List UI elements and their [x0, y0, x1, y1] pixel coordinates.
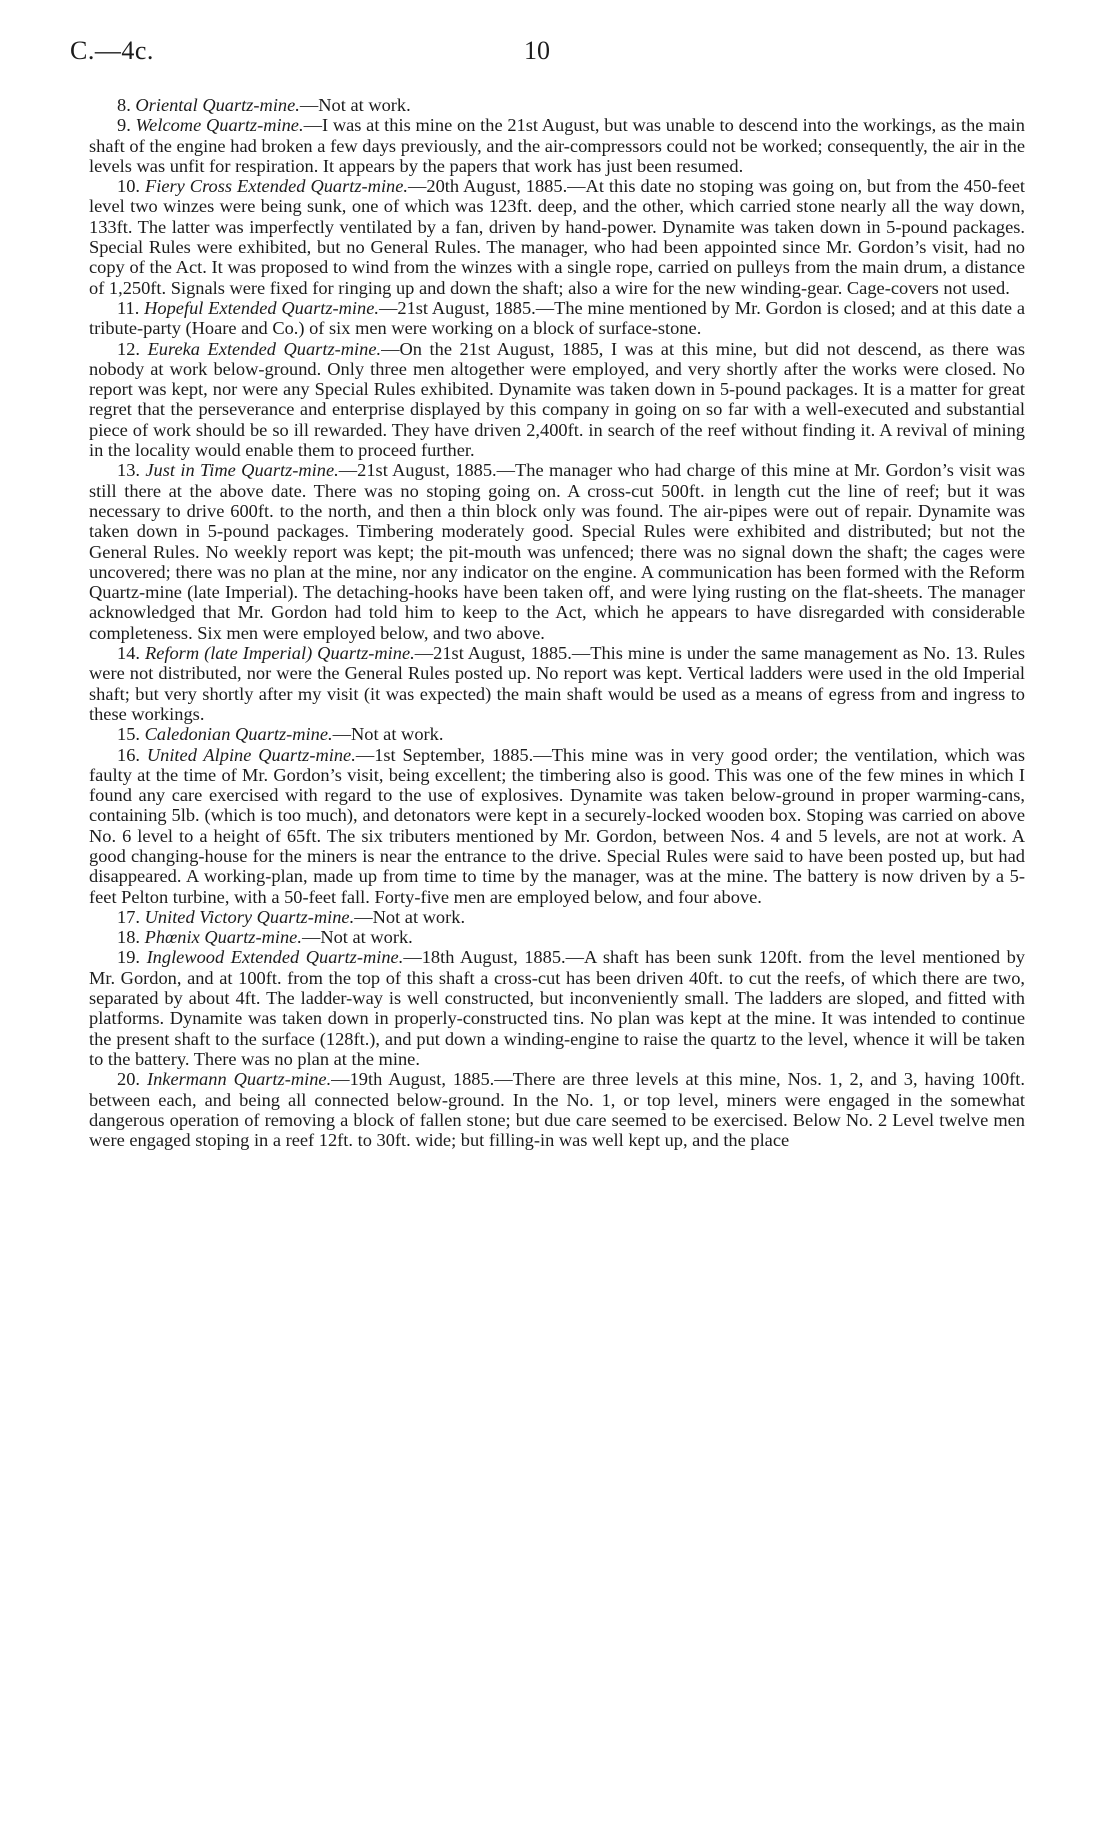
- mine-name: Just in Time Quartz-mine.: [145, 460, 339, 481]
- paragraph-text: —Not at work.: [354, 906, 466, 927]
- paragraph-text: —21st August, 1885.—The manager who had charge of this mine at Mr. Gordon’s visit was still there at the above date. There was no stoping going on. A cross-cut 500ft. in length cut the line of reef; but it was necessary to drive 600ft. to the north, and then a thin block only was found. The air-pipes were out of repair. Dynamite was taken down in 5-pound packages. Timbering moderately good. Special Rules were exhibited and distributed; but not the General Rules. No weekly report was kept; the pit-mouth was unfenced; there was no signal down the shaft; the cages were uncovered; there was no plan at the mine, nor any indicator on the engine. A communication has been formed with the Reform Quartz-mine (late Imperial). The detaching-hooks have been taken off, and were lying rusting on the flat-sheets. The manager acknowledged that Mr. Gordon had told him to keep to the Act, which he appears to have disregarded with considerable completeness. Six men were employed below, and two above.: [89, 460, 1025, 643]
- paragraph-10: [89, 176, 1025, 298]
- paragraph-text: —18th August, 1885.—A shaft has been sunk 120ft. from the level mentioned by Mr. Gordon, and at 100ft. from the top of this shaft a cross-cut has been driven 40ft. to cut the reefs, of which there are two, separated by about 4ft. The ladder-way is well constructed, but inconveniently small. The ladders are sloped, and fitted with platforms. Dynamite was taken down in properly-constructed tins. No plan was kept at the mine. It was intended to continue the present shaft to the surface (128ft.), and put down a winding-engine to raise the quartz to the level, whence it will be taken to the battery. There was no plan at the mine.: [89, 947, 1025, 1069]
- paragraph-text: —Not at work.: [332, 724, 444, 745]
- document-body: [89, 95, 1025, 1150]
- paragraph-text: —21st August, 1885.—This mine is under the same management as No. 13. Rules were not distributed, nor were the General Rules posted up. No report was kept. Vertical ladders were used in the old Imperial shaft; but very shortly after my visit (it was expected) the main shaft would be used as a means of egress from and ingress to these workings.: [89, 643, 1025, 724]
- paragraph-8: [89, 95, 1025, 115]
- paragraph-number: 14.: [117, 643, 140, 664]
- mine-name: Fiery Cross Extended Quartz-mine.: [145, 176, 409, 197]
- paragraph-number: 10.: [117, 176, 140, 197]
- mine-name: Oriental Quartz-mine.: [135, 95, 300, 115]
- paragraph-text: —Not at work.: [299, 95, 411, 115]
- mine-name: Phœnix Quartz-mine.: [144, 927, 302, 948]
- paragraph-16: [89, 745, 1025, 907]
- paragraph-number: 19.: [117, 947, 140, 968]
- paragraph-11: [89, 298, 1025, 339]
- paragraph-number: 13.: [117, 460, 140, 481]
- paragraph-number: 16.: [117, 744, 140, 765]
- mine-name: United Victory Quartz-mine.: [144, 906, 355, 927]
- page-number: 10: [524, 36, 550, 65]
- paragraph-text: —On the 21st August, 1885, I was at this mine, but did not descend, as there was nobody at work below-ground. Only three men altogether were employed, and very shortly after the works were closed. No report was kept, nor were any Special Rules exhibited. Dynamite was taken down in 5-pound packages. It is a matter for great regret that the perseverance and enterprise displayed by this company in going on so far with a well-executed and substantial piece of work should be so ill rewarded. They have driven 2,400ft. in search of the reef without finding it. A revival of mining in the locality would enable them to proceed further.: [89, 338, 1026, 461]
- mine-name: Inkermann Quartz-mine.: [146, 1069, 332, 1090]
- paragraph-text: —19th August, 1885.—There are three levels at this mine, Nos. 1, 2, and 3, having 100ft. between each, and being all connected below-ground. In the No. 1, or top level, miners were engaged in the somewhat dangerous operation of removing a block of fallen stone; but due care seemed to be exercised. Below No. 2 Level twelve men were engaged stoping in a reef 12ft. to 30ft. wide; but filling-in was well kept up, and the place: [89, 1069, 1025, 1151]
- paragraph-number: 8.: [117, 95, 131, 115]
- paragraph-text: —Not at work.: [301, 927, 413, 948]
- mine-name: Eureka Extended Quartz-mine.: [147, 338, 382, 359]
- paragraph-number: 18.: [117, 927, 140, 948]
- paragraph-12: [89, 339, 1025, 461]
- mine-name: Inglewood Extended Quartz-mine.: [146, 947, 404, 968]
- paragraph-text: —20th August, 1885.—At this date no stoping was going on, but from the 450-feet level two winzes were being sunk, one of which was 123ft. deep, and the other, which carried stone nearly all the way down, 133ft. The latter was imperfectly ventilated by a fan, driven by hand-power. Dynamite was taken down in 5-pound packages. Special Rules were exhibited, but no General Rules. The manager, who had been appointed since Mr. Gordon’s visit, had no copy of the Act. It was proposed to wind from the winzes with a single rope, carried on pulleys from the main drum, a distance of 1,250ft. Signals were fixed for ringing up and down the shaft; also a wire for the new winding-gear. Cage-covers not used.: [89, 176, 1025, 298]
- paragraph-number: 17.: [117, 906, 140, 927]
- page-header: [70, 36, 1030, 76]
- paragraph-text: —1st September, 1885.—This mine was in very good order; the ventilation, which was faulty at the time of Mr. Gordon’s visit, being excellent; the timbering also is good. This was one of the few mines in which I found any care exercised with regard to the use of explosives. Dynamite was taken below-ground in proper warming-cans, containing 5lb. (which is too much), and detonators were kept in a securely-locked wooden box. Stoping was carried on above No. 6 level to a height of 65ft. The six tributers mentioned by Mr. Gordon, between Nos. 4 and 5 levels, are not at work. A good changing-house for the miners is near the entrance to the drive. Special Rules were said to have been posted up, but had disappeared. A working-plan, made up from time to time by the manager, was at the mine. The battery is now driven by a 5-feet Pelton turbine, with a 50-feet fall. Forty-five men are employed below, and four above.: [89, 744, 1025, 907]
- paragraph-number: 20.: [117, 1069, 140, 1090]
- paragraph-13: [89, 460, 1025, 643]
- paragraph-number: 9.: [117, 115, 131, 136]
- paragraph-14: [89, 643, 1025, 724]
- paragraph-20: [89, 1069, 1025, 1150]
- mine-name: Hopeful Extended Quartz-mine.: [144, 297, 379, 318]
- paragraph-18: [89, 927, 1025, 947]
- paragraph-number: 12.: [117, 338, 140, 359]
- paragraph-number: 15.: [117, 724, 140, 745]
- mine-name: United Alpine Quartz-mine.: [146, 744, 356, 765]
- mine-name: Caledonian Quartz-mine.: [144, 724, 333, 745]
- mine-name: Reform (late Imperial) Quartz-mine.: [144, 643, 415, 664]
- paragraph-9: [89, 115, 1025, 176]
- paragraph-text: —I was at this mine on the 21st August, but was unable to descend into the workings, as the main shaft of the engine had broken a few days previously, and the air-compressors could not be worked; consequently, the air in the levels was unfit for respiration. It appears by the papers that work has just been resumed.: [89, 115, 1025, 176]
- paragraph-17: [89, 907, 1025, 927]
- paragraph-number: 11.: [117, 297, 140, 318]
- document-id: C.—4c.: [70, 36, 154, 65]
- paragraph-15: [89, 724, 1025, 744]
- mine-name: Welcome Quartz-mine.: [135, 115, 304, 136]
- paragraph-19: [89, 947, 1025, 1069]
- paragraph-text: —21st August, 1885.—The mine mentioned by Mr. Gordon is closed; and at this date a tribute-party (Hoare and Co.) of six men were working on a block of surface-stone.: [89, 297, 1025, 339]
